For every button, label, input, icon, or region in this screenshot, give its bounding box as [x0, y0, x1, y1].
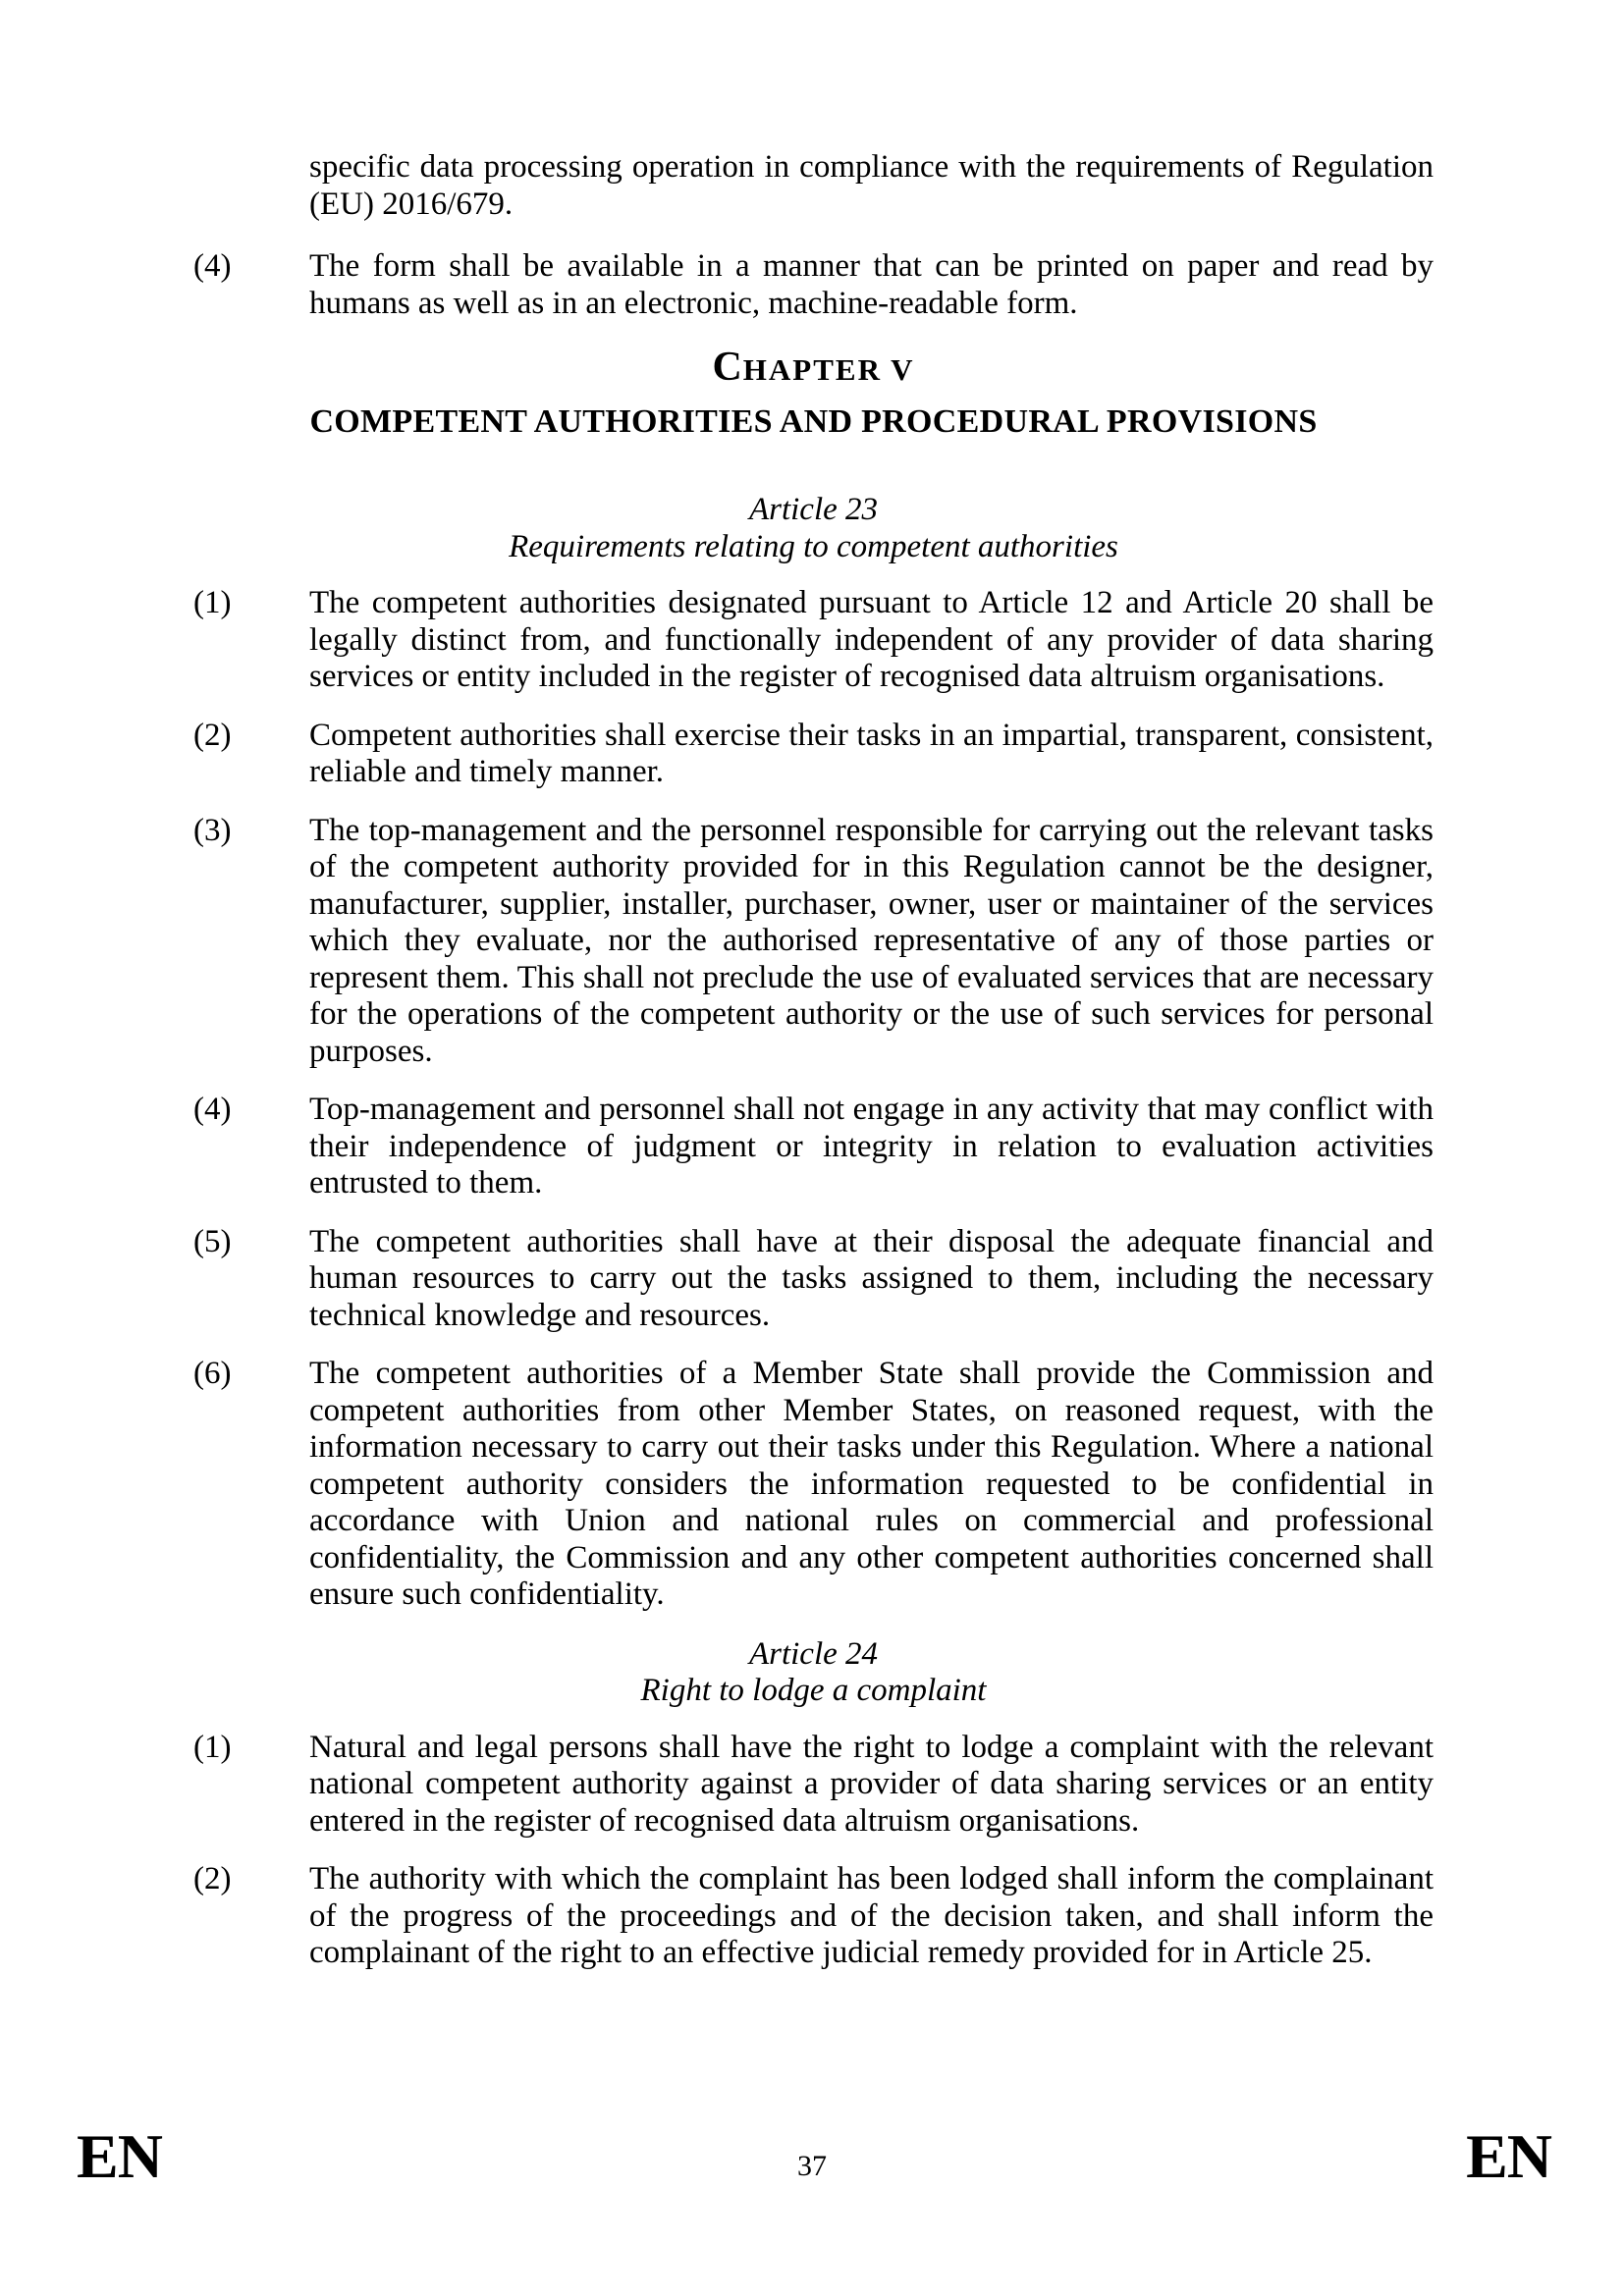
chapter-title: COMPETENT AUTHORITIES AND PROCEDURAL PROVISIONS [309, 403, 1318, 440]
paragraph-number: (6) [193, 1356, 232, 1391]
numbered-paragraph [193, 1224, 1434, 1335]
numbered-paragraph [193, 1356, 1434, 1614]
article-body [193, 585, 1434, 1614]
numbered-paragraph [193, 585, 1434, 696]
chapter-heading-initial: C [712, 345, 743, 390]
paragraph-text: Top-management and personnel shall not engage in any activity that may conflict with their independence of judgment or integrity in relation to evaluation activities entrusted to them. [309, 1092, 1434, 1201]
page-number: 37 [797, 2150, 827, 2182]
footer-language-right: EN [1466, 2121, 1551, 2191]
footer-language-left: EN [77, 2121, 162, 2191]
article-subtitle: Requirements relating to competent authorities [509, 528, 1118, 564]
numbered-paragraph [193, 718, 1434, 791]
document-content [193, 149, 1434, 1994]
paragraph-text: The authority with which the complaint has been lodged shall inform the complainant of the progress of the proceedings and of the decision taken, and shall inform the complainant of the right to an effective judicial remedy provided for in Article 25. [309, 1861, 1434, 1970]
numbered-paragraph [193, 248, 1434, 322]
paragraph-text: Natural and legal persons shall have the right to lodge a complaint with the relevant national competent authority against a provider of data sharing services or an entity entered in the register of recognised data altruism organisations. [309, 1729, 1434, 1839]
article-section-24 [193, 1636, 1434, 1972]
paragraph-number: (1) [193, 585, 232, 620]
paragraph-text: The competent authorities shall have at their disposal the adequate financial and human resources to carry out the tasks assigned to them, including the necessary technical knowledge and resources. [309, 1223, 1434, 1333]
article-section-23 [193, 492, 1434, 1614]
chapter-heading-rest: HAPTER V [742, 352, 915, 387]
numbered-paragraph [193, 1092, 1434, 1202]
paragraph-text: The form shall be available in a manner that can be printed on paper and read by humans as well as in an electronic, machine-readable form. [309, 248, 1434, 321]
paragraph-number: (2) [193, 717, 232, 753]
continuation-paragraph: specific data processing operation in compliance with the requirements of Regulation (EU) 2016/679. [309, 149, 1434, 222]
paragraph-number: (1) [193, 1729, 232, 1765]
numbered-paragraph [193, 813, 1434, 1071]
paragraph-text: The competent authorities of a Member State shall provide the Commission and competent authorities from other Member States, on reasoned request, with the information necessary to carry out their tasks under this Regulation. Where a national competent authority considers the information requested to be confidential in accordance with Union and national rules on commercial and professional confidentiality, the Commission and any other competent authorities concerned shall ensure such confidentiality. [309, 1356, 1434, 1612]
paragraph-text: The top-management and the personnel responsible for carrying out the relevant tasks of the competent authority provided for in this Regulation cannot be the designer, manufacturer, supplier, installer, purchaser, owner, user or maintainer of the services which they evaluate, nor the authorised representative of any of those parties or represent them. This shall not preclude the use of evaluated services that are necessary for the operations of the competent authority or the use of such services for personal purposes. [309, 812, 1434, 1069]
article-body [193, 1730, 1434, 1972]
numbered-paragraph [193, 1861, 1434, 1972]
paragraph-number: (3) [193, 812, 232, 848]
article-subtitle: Right to lodge a complaint [640, 1673, 987, 1708]
paragraph-text: The competent authorities designated pursuant to Article 12 and Article 20 shall be legally distinct from, and functionally independent of any provider of data sharing services or entity included in the register of recognised data altruism organisations. [309, 585, 1434, 694]
numbered-paragraph [193, 1730, 1434, 1841]
paragraph-text: Competent authorities shall exercise their tasks in an impartial, transparent, consistent, reliable and timely manner. [309, 717, 1434, 789]
article-heading: Article 23 [748, 492, 879, 527]
article-heading: Article 24 [748, 1635, 879, 1672]
chapter-heading [193, 344, 1434, 394]
paragraph-number: (2) [193, 1861, 232, 1896]
paragraph-number: (5) [193, 1223, 232, 1259]
paragraph-number: (4) [193, 248, 232, 284]
paragraph-number: (4) [193, 1092, 232, 1127]
page-footer [0, 2121, 1624, 2191]
